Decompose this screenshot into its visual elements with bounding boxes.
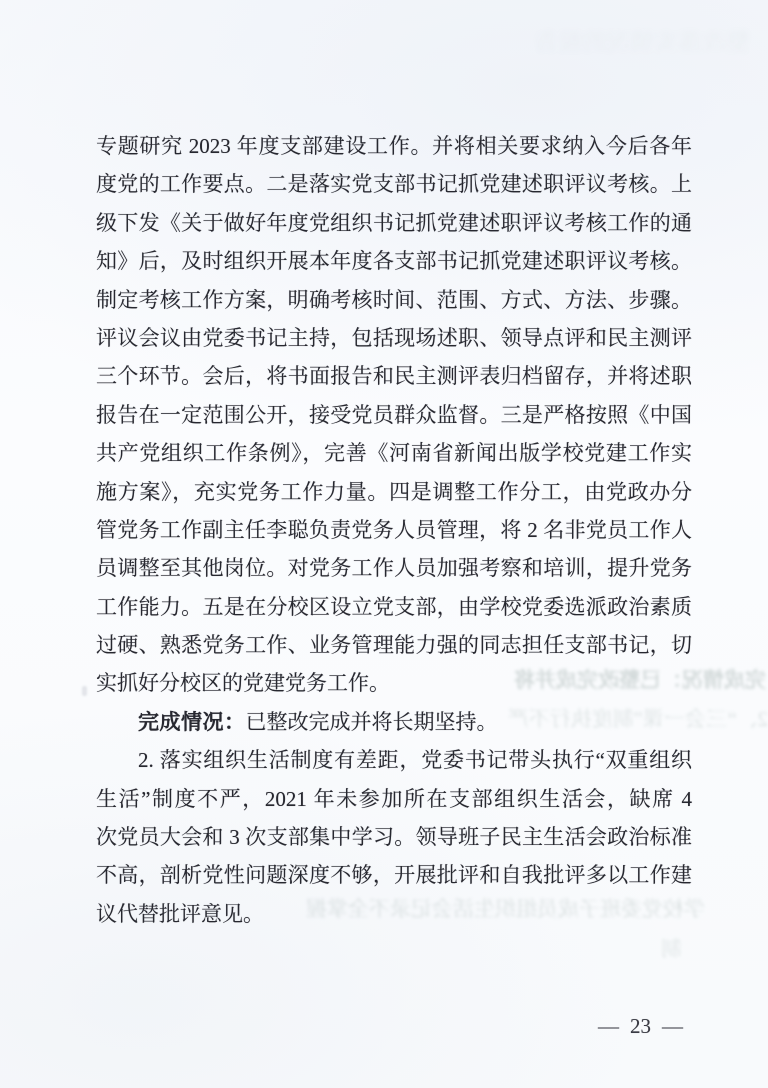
body-text (96, 127, 692, 933)
text-line: 生活”制度不严，2021 年未参加所在支部组织生活会，缺席 4 (96, 786, 692, 811)
text-line: 施方案》，充实党务工作力量。四是调整工作分工，由党政办分 (96, 479, 692, 504)
page-number-dash-right: — (662, 1014, 683, 1038)
text-line: 管党务工作副主任李聪负责党务人员管理，将 2 名非党员工作人 (96, 517, 692, 542)
text-line: 制定考核工作方案，明确考核时间、范围、方式、方法、步骤。 (96, 287, 692, 312)
text-line: 知》后，及时组织开展本年度各支部书记抓党建述职评议考核。 (96, 249, 692, 274)
bleedthrough-top-smudge: 整改落实情况的报告 (534, 30, 750, 56)
text-line: 实抓好分校区的党建党务工作。 (96, 671, 390, 696)
bleedthrough-artifact: 完成情况：已整改完成并将 (514, 669, 766, 692)
text-line: 专题研究 2023 年度支部建设工作。并将相关要求纳入今后各年 (96, 134, 692, 158)
completion-status-text: 已整改完成并将长期坚持。 (245, 709, 498, 734)
text-line: 过硬、熟悉党务工作、业务管理能力强的同志担任支部书记，切 (96, 633, 692, 658)
text-line: 员调整至其他岗位。对党务工作人员加强考察和培训，提升党务 (96, 556, 692, 581)
text-line: 议代替批评意见。 (96, 901, 264, 926)
text-line: 报告在一定范围公开，接受党员群众监督。三是严格按照《中国 (96, 402, 692, 427)
completion-status-line (96, 703, 692, 741)
text-line: 次党员大会和 3 次支部集中学习。领导班子民主生活会政治标准 (96, 825, 692, 850)
text-line: 工作能力。五是在分校区设立党支部，由学校党委选派政治素质 (96, 594, 692, 619)
text-line: 共产党组织工作条例》，完善《河南省新闻出版学校党建工作实 (96, 441, 692, 466)
bleedthrough-artifact: 学校党委班子成员组织生活会记录不全掌握 (306, 897, 705, 921)
text-line: 2. 落实组织生活制度有差距，党委书记带头执行“双重组织 (138, 748, 692, 773)
text-line: 评议会议由党委书记主持，包括现场述职、领导点评和民主测评 (96, 325, 692, 350)
text-line: 三个环节。会后，将书面报告和民主测评表归档留存，并将述职 (96, 364, 692, 389)
page-number-value: 23 (630, 1014, 651, 1038)
text-line: 不高，剖析党性问题深度不够，开展批评和自我批评多以工作建 (96, 863, 692, 888)
text-line: 级下发《关于做好年度党组织书记抓党建述职评议考核工作的通 (96, 210, 692, 235)
page-number (598, 1014, 694, 1039)
completion-status-label: 完成情况： (138, 710, 246, 734)
bleedthrough-artifact: 制 (661, 937, 682, 961)
page-number-dash-left: — (598, 1014, 619, 1038)
scan-speck (82, 686, 87, 696)
text-line: 度党的工作要点。二是落实党支部书记抓党建述职评议考核。上 (96, 172, 692, 197)
bleedthrough-artifact: 2、“三会一课”制度执行不严 (507, 707, 768, 731)
